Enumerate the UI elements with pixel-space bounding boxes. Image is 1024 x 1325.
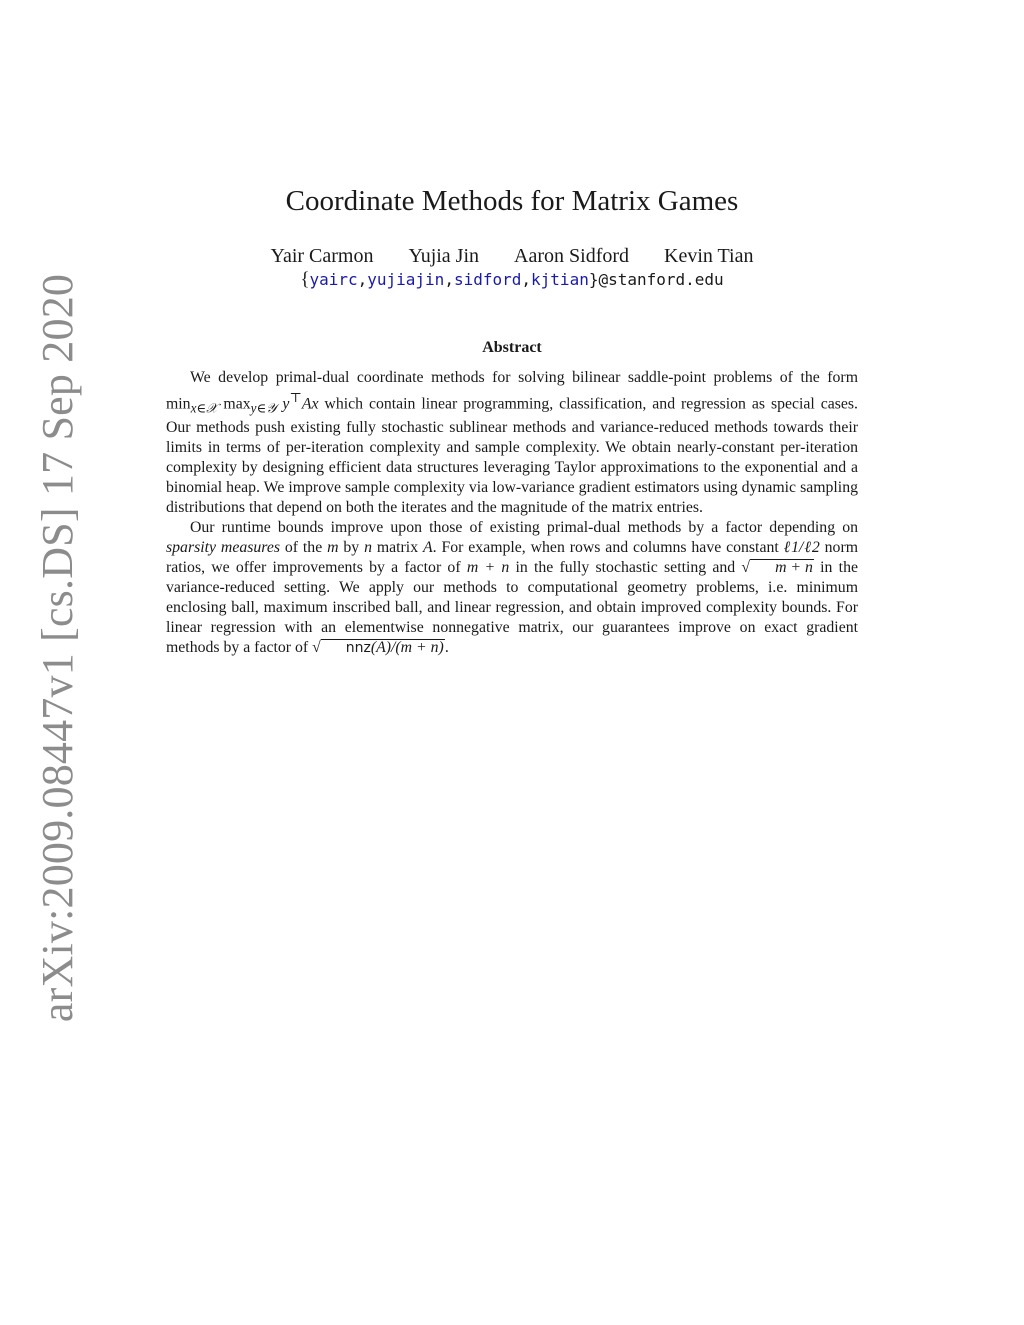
square-root-sign: √ — [741, 559, 751, 577]
abstract-heading: Abstract — [482, 339, 542, 356]
email-link[interactable]: yujiajin — [367, 270, 445, 289]
math-variable: n — [364, 539, 372, 557]
abstract-text: in the variance-reduced setting. We apply our methods to computational geometry problems, i.e. minimum enclosing ball, maximum inscribed ball, and linear regression, and obtain improved complexity bounds. For linear regression with an elementwise nonnegative matrix, our guarantees improve on exact gradient methods by a factor of — [166, 559, 858, 657]
email-separator: , — [444, 270, 454, 289]
math-function-name: nnz — [345, 640, 371, 657]
abstract-paragraph — [166, 368, 858, 518]
math-variable: A — [422, 539, 433, 557]
paper-title: Coordinate Methods for Matrix Games — [285, 185, 739, 217]
math-subscript: y∈𝒴 — [250, 400, 277, 416]
email-link[interactable]: yairc — [309, 270, 358, 289]
email-separator: , — [521, 270, 532, 289]
abstract-text: norm ratios, we offer improvements by a factor of — [166, 539, 858, 577]
abstract-text: We develop primal-dual coordinate methods for solving bilinear saddle-point problems of the form — [190, 369, 858, 386]
author-name: Aaron Sidford — [514, 245, 630, 267]
email-open-brace: { — [300, 269, 310, 290]
math-variable: m — [327, 539, 339, 557]
math-variable: Ax — [301, 395, 319, 413]
abstract-text: . For example, when rows and columns have constant — [432, 539, 784, 557]
author-name: Kevin Tian — [664, 245, 754, 267]
square-root-sign: √ — [312, 639, 321, 657]
math-expression: m + n — [750, 559, 814, 576]
abstract-text: in the fully stochastic setting and — [509, 559, 742, 577]
emphasized-term: sparsity measures — [166, 539, 280, 557]
email-link[interactable]: kjtian — [531, 270, 589, 289]
author-emails — [0, 268, 1024, 292]
abstract-text: which contain linear programming, classification, and regression as special cases. Our methods push existing fully stochastic sublinear methods and variance-reduced methods towards their limits in terms of per-iteration complexity and sample complexity. We obtain nearly-constant per-iteration complexity by designing efficient data structures leveraging Taylor approximations to the exponential and a binomial heap. We improve sample complexity via low-variance gradient estimators using dynamic sampling distributions that depend on both the iterates and the magnitude of the matrix entries. — [166, 395, 858, 517]
email-link[interactable]: sidford — [453, 270, 522, 289]
author-name: Yujia Jin — [408, 245, 480, 267]
math-norm: ℓ1/ℓ2 — [783, 539, 820, 557]
email-domain: }@stanford.edu — [588, 270, 724, 289]
math-superscript: ⊤ — [289, 390, 302, 405]
math-expression: m + n — [466, 559, 510, 577]
math-min: min — [166, 395, 191, 413]
math-variable: y — [276, 395, 290, 413]
author-list — [0, 244, 1024, 268]
math-subscript: x∈𝒳 — [190, 400, 218, 416]
abstract-text: by — [338, 539, 365, 557]
abstract-text: matrix — [371, 539, 423, 557]
email-separator: , — [357, 270, 368, 289]
author-name: Yair Carmon — [270, 245, 374, 267]
abstract-body — [166, 368, 858, 658]
math-expression: (A)/(m + n) — [370, 639, 444, 657]
math-max: max — [217, 395, 251, 413]
abstract-paragraph — [166, 518, 858, 658]
abstract-text: of the — [280, 539, 328, 557]
abstract-text: . — [444, 639, 449, 657]
math-sqrt-expression — [321, 639, 445, 656]
abstract-text: Our runtime bounds improve upon those of existing primal-dual methods by a factor depending on — [190, 519, 858, 537]
arxiv-identifier-stamp: arXiv:2009.08447v1 [cs.DS] 17 Sep 2020 — [33, 273, 82, 1023]
